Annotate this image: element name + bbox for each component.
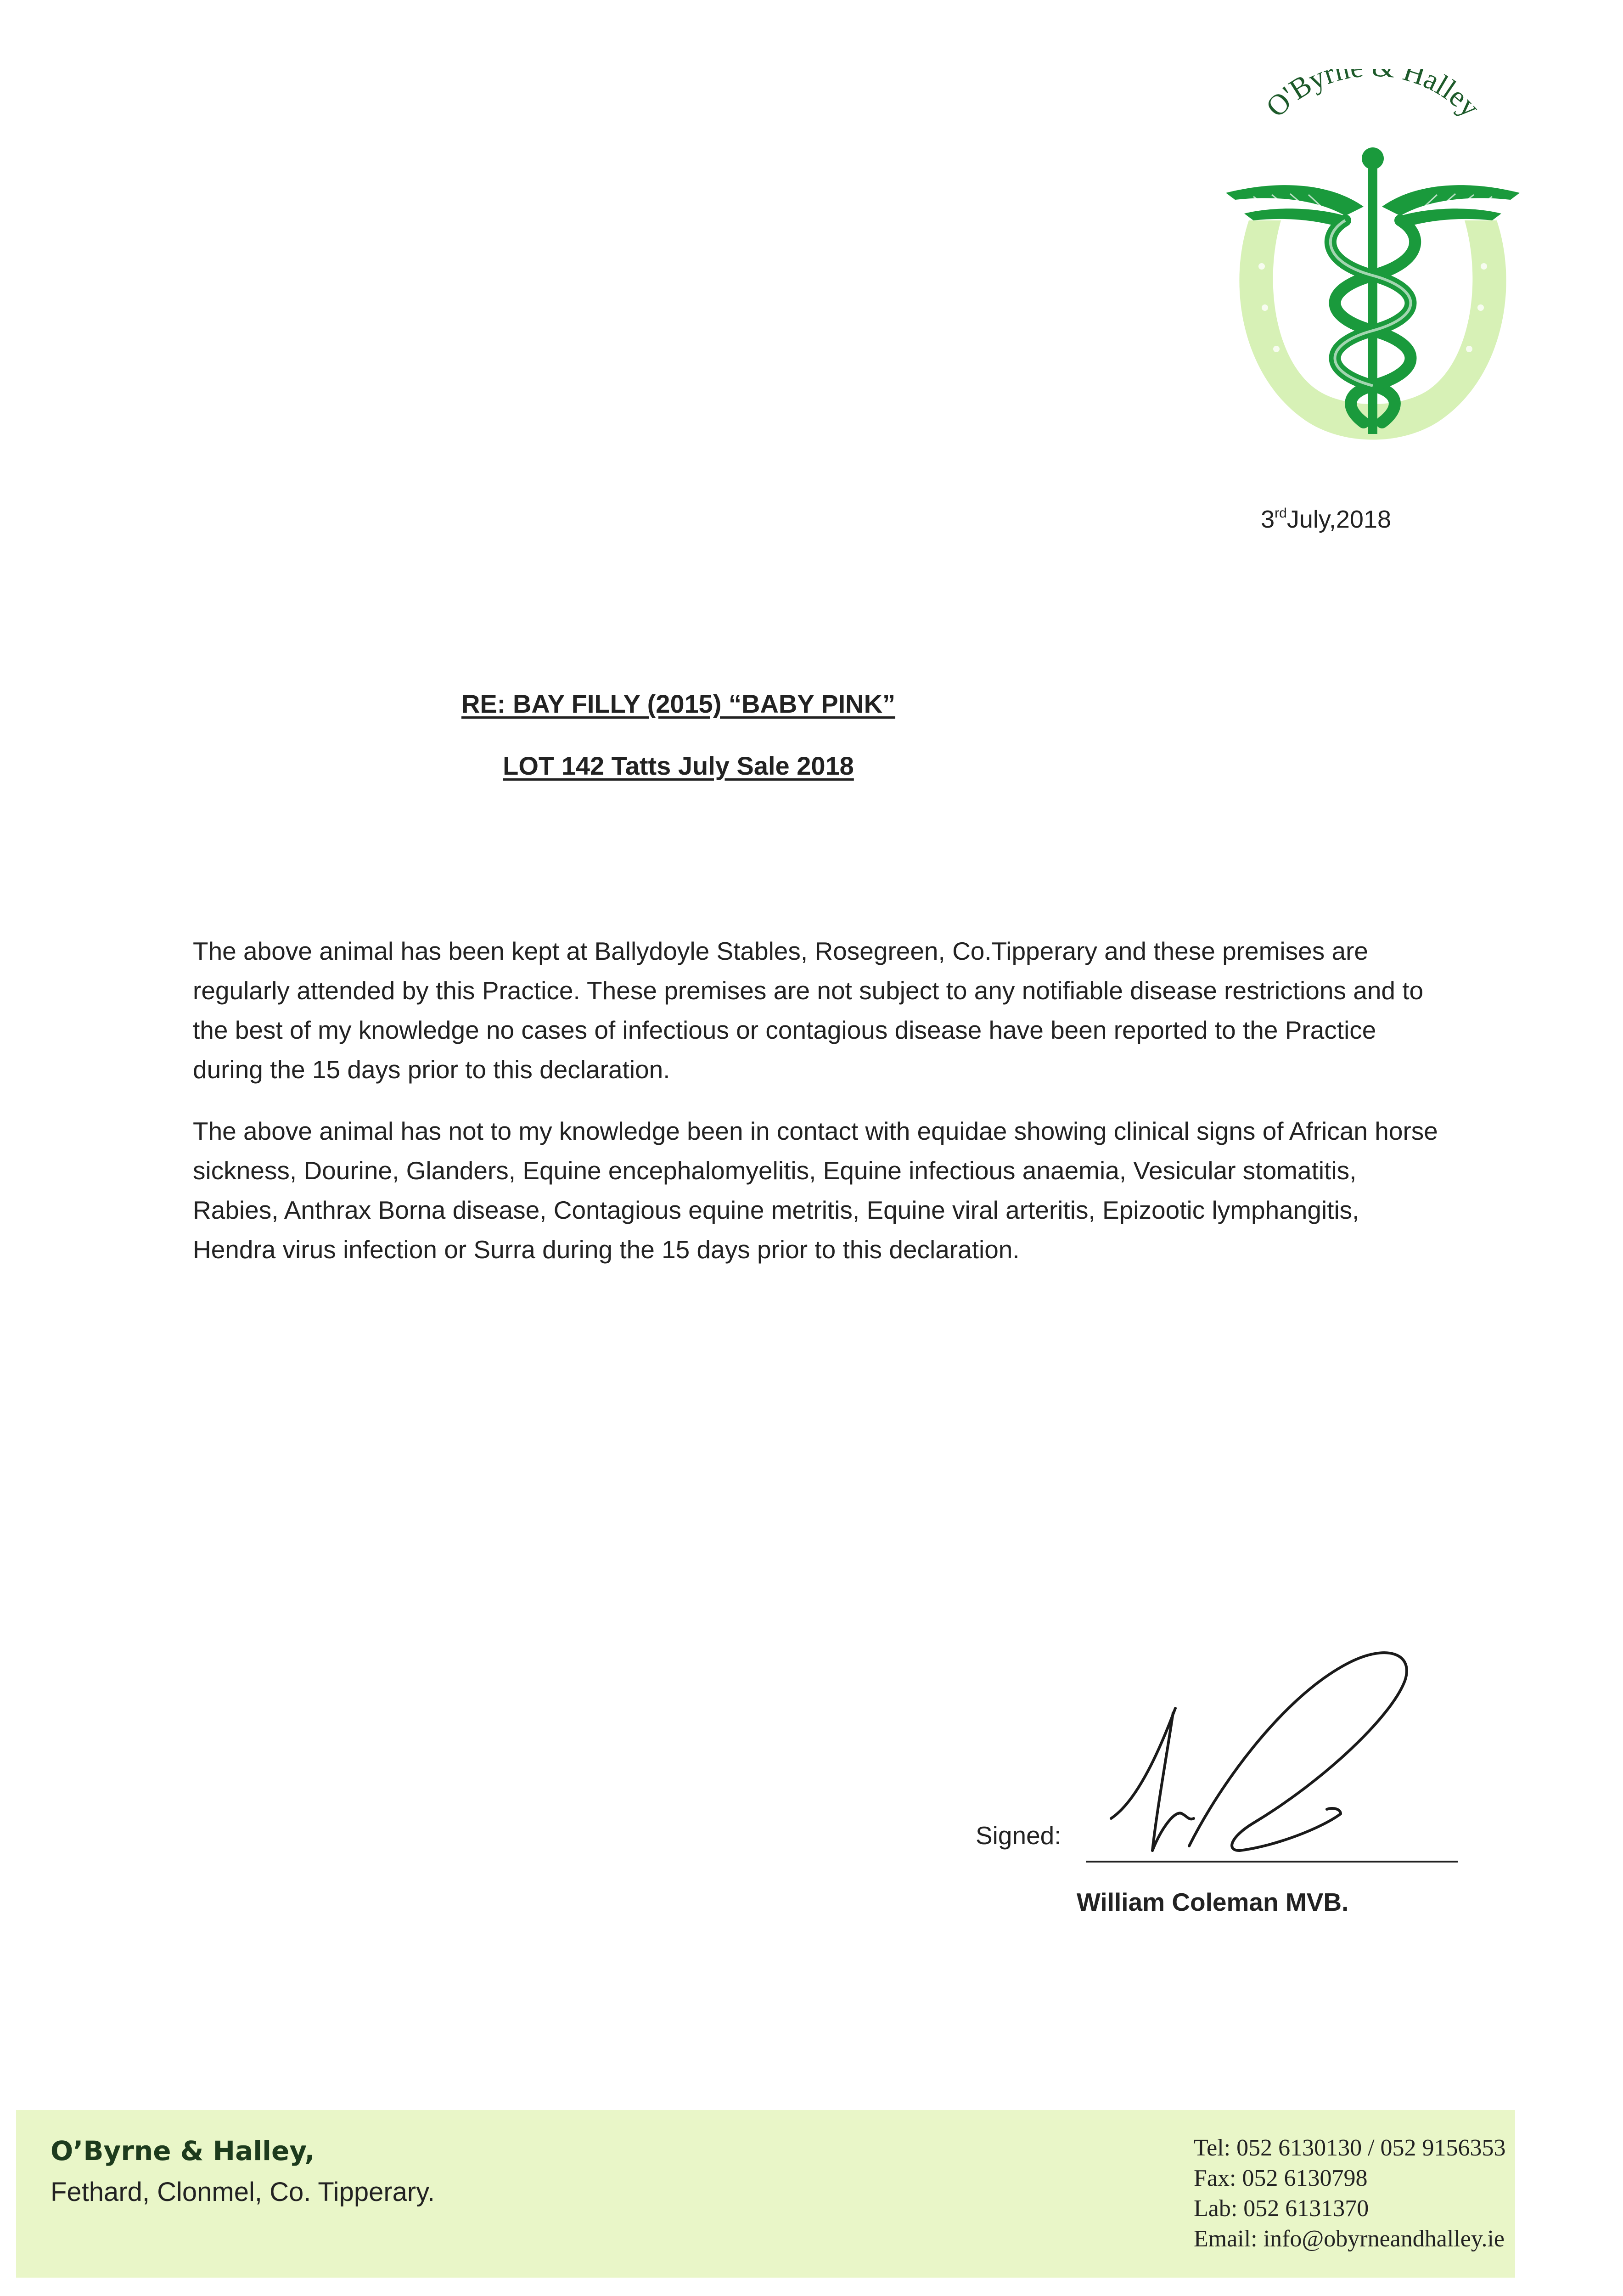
date-rest: July,2018 bbox=[1286, 506, 1391, 533]
signer-name: William Coleman MVB. bbox=[1077, 1888, 1349, 1916]
footer-practice-name: O’Byrne & Halley, bbox=[51, 2135, 315, 2167]
logo-arc-text: O'Byrn Halley bbox=[1259, 69, 1487, 124]
footer-lab: Lab: 052 6131370 bbox=[1194, 2195, 1369, 2222]
lot-line: LOT 142 Tatts July Sale 2018 bbox=[503, 751, 854, 780]
body-paragraph-1: The above animal has been kept at Ballydoyle Stables, Rosegreen, Co.Tipperary and these premises are regularly attended by this Practice. These premises are not subject to any notifiable disease restrictions and to the best of my knowledge no cases of infectious or contagious disease have been reported to the Practice during the 15 days prior to this declaration. bbox=[193, 937, 1424, 1084]
date-suffix: rd bbox=[1275, 506, 1287, 521]
footer-email: Email: info@obyrneandhalley.ie bbox=[1194, 2226, 1505, 2252]
letter-date bbox=[1070, 505, 1391, 534]
footer-tel: Tel: 052 6130130 / 052 9156353 bbox=[1194, 2135, 1506, 2161]
date-day: 3 bbox=[1261, 506, 1275, 533]
handwritten-signature bbox=[1084, 1635, 1442, 1874]
lot-line-container bbox=[0, 751, 1623, 781]
signed-label: Signed: bbox=[976, 1821, 1061, 1850]
footer-address: Fethard, Clonmel, Co. Tipperary. bbox=[51, 2177, 435, 2207]
footer-contacts bbox=[1194, 2133, 1506, 2254]
signature-line bbox=[1086, 1861, 1458, 1863]
footer-fax: Fax: 052 6130798 bbox=[1194, 2165, 1368, 2191]
subject-line: RE: BAY FILLY (2015) “BABY PINK” bbox=[461, 689, 896, 718]
practice-logo bbox=[1207, 69, 1538, 455]
subject-line-container bbox=[0, 689, 1623, 719]
letterhead-footer bbox=[16, 2110, 1515, 2278]
body-paragraph-2: The above animal has not to my knowledge been in contact with equidae showing clinical signs of African horse sickness, Dourine, Glanders, Equine encephalomyelitis, Equine infectious anaemia, Vesicular stomatitis, Rabies, Anthrax Borna disease, Contagious equine metritis, Equine viral arteritis, Epizootic lymphangitis, Hendra virus infection or Surra during the 15 days prior to this declaration. bbox=[193, 1117, 1438, 1264]
